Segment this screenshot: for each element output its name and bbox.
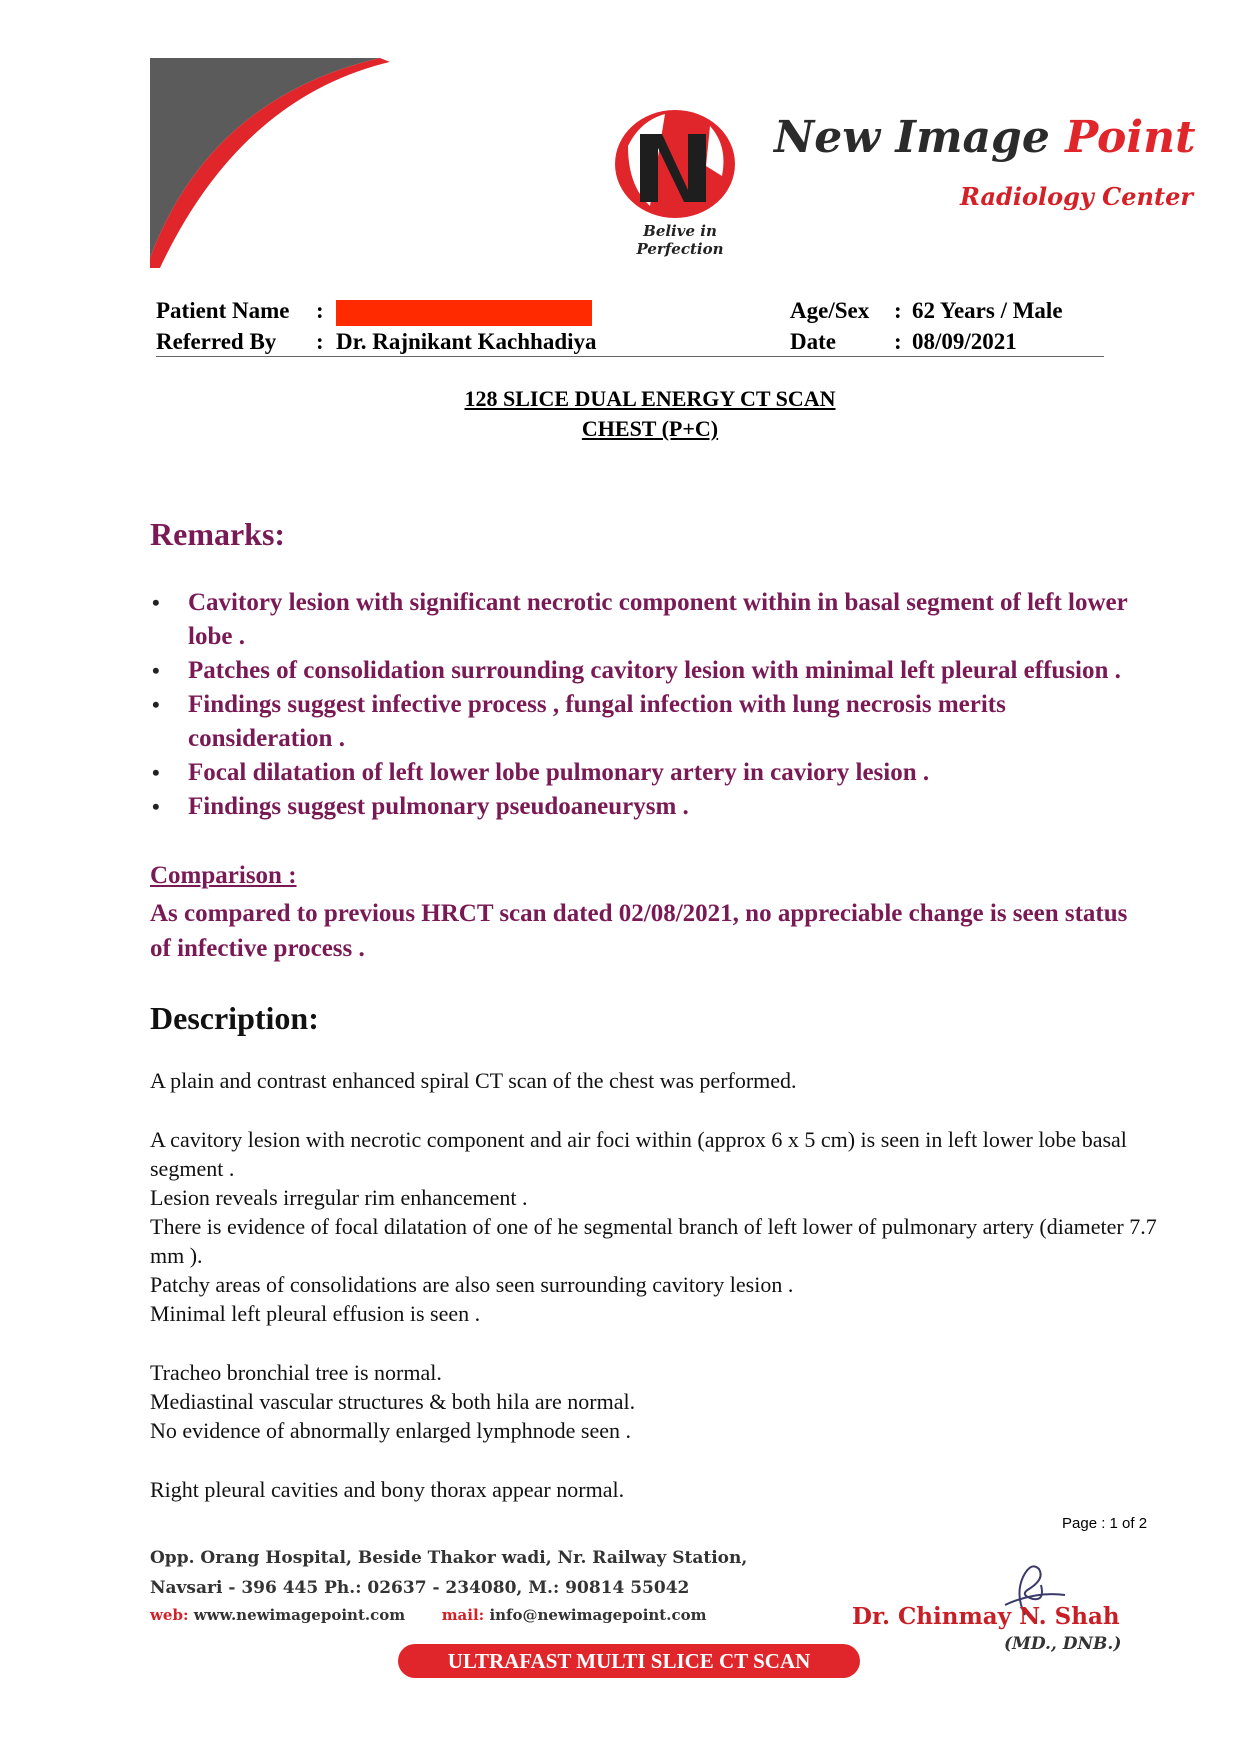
referred-by-colon: : xyxy=(316,329,324,354)
patient-name-redaction xyxy=(336,300,592,326)
date-label: Date xyxy=(790,329,836,354)
description-paragraph: Right pleural cavities and bony thorax appear normal. xyxy=(150,1477,625,1502)
mail-label: mail: xyxy=(441,1606,485,1624)
contact-line xyxy=(150,1606,706,1624)
age-sex-label: Age/Sex xyxy=(790,298,870,323)
mail-link[interactable]: info@newimagepoint.com xyxy=(489,1606,707,1624)
doctor-degree: (MD., DNB.) xyxy=(1004,1634,1122,1654)
description-line: No evidence of abnormally enlarged lymphnode seen . xyxy=(150,1418,631,1443)
description-line: Lesion reveals irregular rim enhancement . xyxy=(150,1185,528,1210)
description-paragraph: A plain and contrast enhanced spiral CT scan of the chest was performed. xyxy=(150,1068,797,1093)
remarks-heading: Remarks: xyxy=(150,516,286,552)
description-line: There is evidence of focal dilatation of one of he segmental branch of left lower of pulmonary artery (diameter 7.7 mm ). xyxy=(150,1214,1157,1268)
doctor-name: Dr. Chinmay N. Shah xyxy=(852,1603,1120,1630)
date-value: 08/09/2021 xyxy=(912,329,1017,354)
web-link[interactable]: www.newimagepoint.com xyxy=(193,1606,406,1624)
remark-item: • Focal dilatation of left lower lobe pulmonary artery in caviory lesion . xyxy=(150,756,1140,790)
description-line: Mediastinal vascular structures & both hila are normal. xyxy=(150,1389,636,1414)
description-line: Patchy areas of consolidations are also seen surrounding cavitory lesion . xyxy=(150,1272,794,1297)
address-line-1: Opp. Orang Hospital, Beside Thakor wadi, Nr. Railway Station, xyxy=(150,1548,748,1568)
referred-by-value: Dr. Rajnikant Kachhadiya xyxy=(336,329,597,354)
patient-name-colon: : xyxy=(316,298,324,323)
report-title-line1: 128 SLICE DUAL ENERGY CT SCAN xyxy=(464,386,836,411)
referred-by-label: Referred By xyxy=(156,329,277,354)
brand-subtitle: Radiology Center xyxy=(960,182,1193,211)
description-line: Minimal left pleural effusion is seen . xyxy=(150,1301,481,1326)
date-colon: : xyxy=(894,329,902,354)
brand-name xyxy=(774,112,1195,163)
comparison-heading: Comparison : xyxy=(150,862,297,889)
brand-name-part1: New Image xyxy=(774,112,1066,163)
page-number: Page : 1 of 2 xyxy=(1062,1515,1148,1532)
description-heading: Description: xyxy=(150,1000,319,1036)
remark-item: • Cavitory lesion with significant necrotic component within in basal segment of left lower lobe . xyxy=(150,586,1140,654)
age-sex-colon: : xyxy=(894,298,902,323)
remarks-list xyxy=(150,586,1140,824)
header-swoosh-graphic xyxy=(150,58,390,268)
brand-tagline: Belive in Perfection xyxy=(636,222,724,258)
patient-name-label: Patient Name xyxy=(156,298,290,323)
description-line: A cavitory lesion with necrotic component and air foci within (approx 6 x 5 cm) is seen in left lower lobe basal segment . xyxy=(150,1127,1127,1181)
comparison-text: As compared to previous HRCT scan dated 02/08/2021, no appreciable change is seen status of infective process . xyxy=(150,900,1128,962)
address-line-2: Navsari - 396 445 Ph.: 02637 - 234080, M.: 90814 55042 xyxy=(150,1578,690,1598)
remark-item: • Patches of consolidation surrounding cavitory lesion with minimal left pleural effusion . xyxy=(150,654,1140,688)
web-label: web: xyxy=(150,1606,189,1624)
age-sex-value: 62 Years / Male xyxy=(912,298,1063,323)
brand-name-part2: Point xyxy=(1065,112,1196,163)
remark-item: • Findings suggest infective process , fungal infection with lung necrosis merits consideration . xyxy=(150,688,1140,756)
report-title-line2: CHEST (P+C) xyxy=(581,416,719,441)
info-divider xyxy=(156,356,1104,357)
description-line: Tracheo bronchial tree is normal. xyxy=(150,1360,442,1385)
remark-item: • Findings suggest pulmonary pseudoaneurysm . xyxy=(150,790,1140,824)
logo-icon xyxy=(610,106,740,220)
footer-banner: ULTRAFAST MULTI SLICE CT SCAN xyxy=(398,1644,860,1678)
